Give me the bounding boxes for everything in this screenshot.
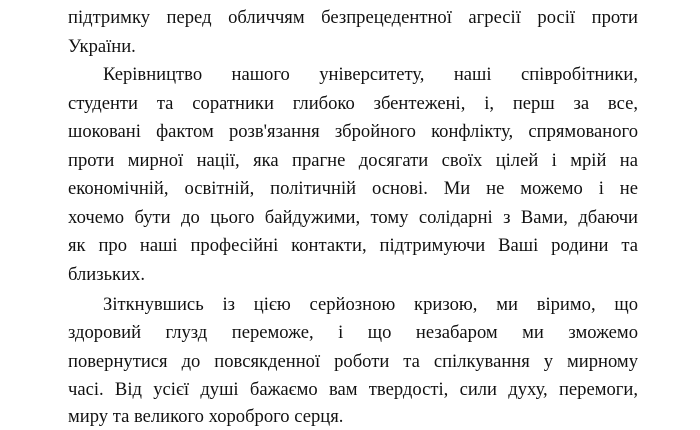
text-line: як про наші професійні контакти, підтримуючи Ваші родини та xyxy=(68,235,638,256)
paragraph-first-line: Зіткнувшись із цією серйозною кризою, ми віримо, що xyxy=(103,294,638,315)
text-line: хочемо бути до цього байдужими, тому солідарні з Вами, дбаючи xyxy=(68,207,638,228)
text-line: проти мирної нації, яка прагне досягати своїх цілей і мрій на xyxy=(68,150,638,171)
text-line: економічній, освітній, політичній основі. Ми не можемо і не xyxy=(68,178,638,199)
text-line: України. xyxy=(68,36,136,57)
paragraph-first-line: Керівництво нашого університету, наші співробітники, xyxy=(103,64,638,85)
text-line: студенти та соратники глибоко збентежені, і, перш за все, xyxy=(68,93,638,114)
text-line: здоровий глузд переможе, і що незабаром ми зможемо xyxy=(68,322,638,343)
text-line: часі. Від усієї душі бажаємо вам твердості, сили духу, перемоги, xyxy=(68,379,638,400)
text-line: підтримку перед обличчям безпрецедентної агресії росії проти xyxy=(68,7,638,28)
text-line: миру та великого хороброго серця. xyxy=(68,406,344,427)
text-line: повернутися до повсякденної роботи та спілкування у мирному xyxy=(68,351,638,372)
text-line: близьких. xyxy=(68,264,145,285)
text-line: шоковані фактом розв'язання збройного конфлікту, спрямованого xyxy=(68,121,638,142)
